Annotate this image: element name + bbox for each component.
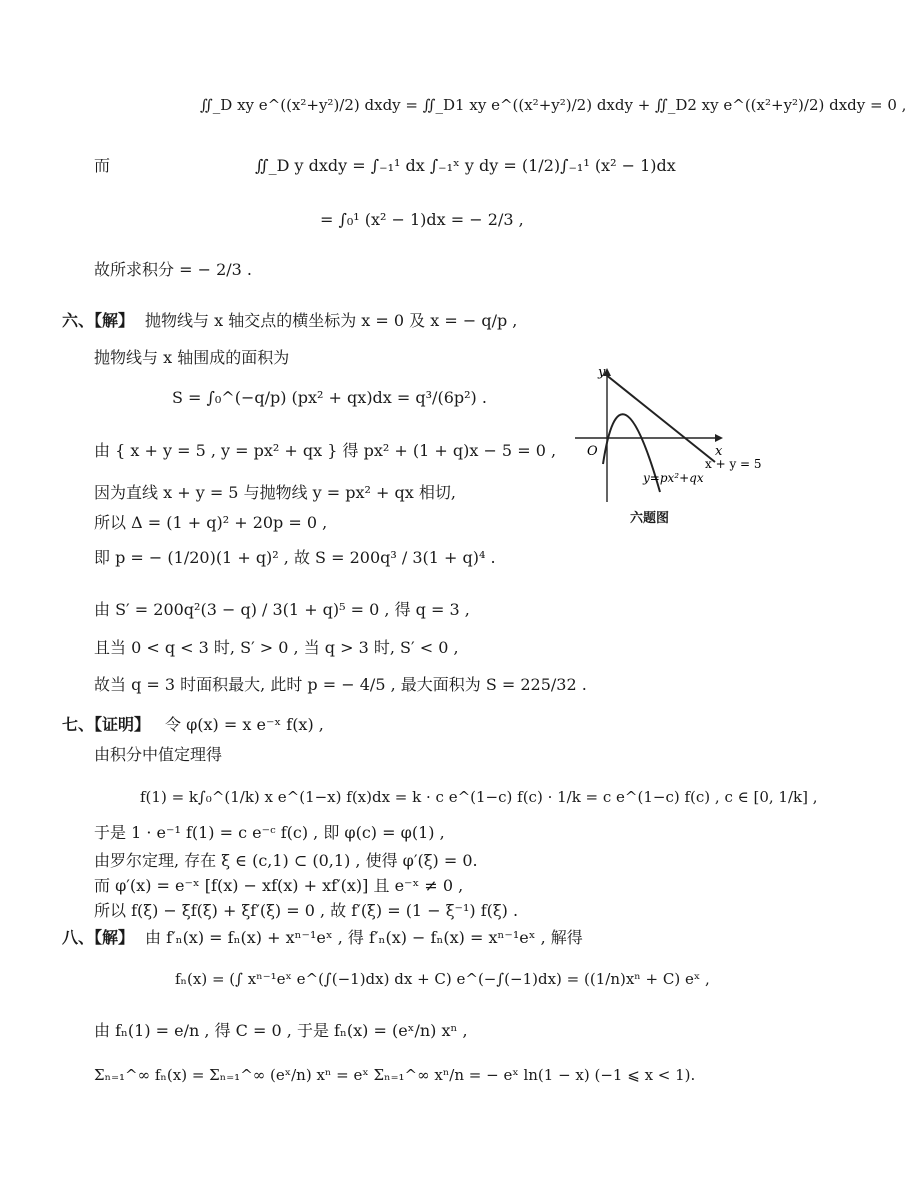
section-6-label: 六、【解】 <box>62 311 135 330</box>
tangent-line <box>605 374 715 462</box>
s7-line-3: f(1) = k∫₀^(1/k) x e^(1−x) f(x)dx = k · c e^(1−c) f(c) · 1/k = c e^(1−c) f(c) , c ∈ [0, 1/k] , <box>140 788 818 806</box>
s6-line-2: 抛物线与 x 轴围成的面积为 <box>94 348 290 367</box>
s6-line-3: S = ∫₀^(−q/p) (px² + qx)dx = q³/(6p²) . <box>172 388 487 407</box>
s6-line-8: 由 S′ = 200q²(3 − q) / 3(1 + q)⁵ = 0 , 得 q = 3 , <box>94 600 470 619</box>
figure-caption: 六题图 <box>630 511 670 526</box>
line-double-integral-y: ∬_D y dxdy = ∫₋₁¹ dx ∫₋₁ˣ y dy = (1/2)∫₋₁¹ (x² − 1)dx <box>255 156 676 175</box>
figure-origin-label: O <box>587 444 598 459</box>
s6-line-6: 所以 Δ = (1 + q)² + 20p = 0 , <box>94 513 328 532</box>
s7-line-5: 由罗尔定理, 存在 ξ ∈ (c,1) ⊂ (0,1) , 使得 φ′(ξ) = 0. <box>94 851 478 870</box>
s7-line-2: 由积分中值定理得 <box>94 745 223 764</box>
line-er-word: 而 <box>94 156 111 175</box>
section-7-label: 七、【证明】 <box>62 715 151 734</box>
line-integral-answer: 故所求积分 = − 2/3 . <box>94 260 252 279</box>
s6-line-7: 即 p = − (1/20)(1 + q)² , 故 S = 200q³ / 3(1 + q)⁴ . <box>94 548 496 567</box>
figure-curve-label: y=px²+qx <box>643 471 704 485</box>
s8-line-3: 由 fₙ(1) = e/n , 得 C = 0 , 于是 fₙ(x) = (eˣ/n) xⁿ , <box>94 1021 468 1040</box>
line-double-integral-split: ∬_D xy e^((x²+y²)/2) dxdy = ∬_D1 xy e^((x²+y²)/2) dxdy + ∬_D2 xy e^((x²+y²)/2) dxdy = 0 , <box>200 96 906 114</box>
parabola-figure <box>565 362 785 512</box>
s7-line-1: 令 φ(x) = x e⁻ˣ f(x) , <box>165 715 324 734</box>
s7-line-6: 而 φ′(x) = e⁻ˣ [f(x) − xf(x) + xf′(x)] 且 e⁻ˣ ≠ 0 , <box>94 876 464 895</box>
figure-line-label: x + y = 5 <box>705 457 762 471</box>
s6-line-5: 因为直线 x + y = 5 与抛物线 y = px² + qx 相切, <box>94 483 456 502</box>
s7-line-4: 于是 1 · e⁻¹ f(1) = c e⁻ᶜ f(c) , 即 φ(c) = φ(1) , <box>94 823 445 842</box>
section-8-label: 八、【解】 <box>62 928 135 947</box>
s8-line-1: 由 f′ₙ(x) = fₙ(x) + xⁿ⁻¹eˣ , 得 f′ₙ(x) − fₙ(x) = xⁿ⁻¹eˣ , 解得 <box>145 928 583 947</box>
s7-line-7: 所以 f(ξ) − ξf(ξ) + ξf′(ξ) = 0 , 故 f′(ξ) = (1 − ξ⁻¹) f(ξ) . <box>94 901 519 920</box>
figure-x-label: x <box>715 444 723 459</box>
x-axis-arrow-icon <box>715 434 723 442</box>
s6-line-1: 抛物线与 x 轴交点的横坐标为 x = 0 及 x = − q/p , <box>145 311 518 330</box>
s8-line-4: Σₙ₌₁^∞ fₙ(x) = Σₙ₌₁^∞ (eˣ/n) xⁿ = eˣ Σₙ₌₁^∞ xⁿ/n = − eˣ ln(1 − x) (−1 ⩽ x < 1). <box>94 1066 696 1084</box>
s6-line-4: 由 { x + y = 5 , y = px² + qx } 得 px² + (1 + q)x − 5 = 0 , <box>94 441 557 460</box>
s6-line-10: 故当 q = 3 时面积最大, 此时 p = − 4/5 , 最大面积为 S = 225/32 . <box>94 675 587 694</box>
figure-y-label: y <box>598 365 606 380</box>
line-integral-result: = ∫₀¹ (x² − 1)dx = − 2/3 , <box>320 210 524 229</box>
s6-line-9: 且当 0 < q < 3 时, S′ > 0 , 当 q > 3 时, S′ < 0 , <box>94 638 459 657</box>
s8-line-2: fₙ(x) = (∫ xⁿ⁻¹eˣ e^(∫(−1)dx) dx + C) e^(−∫(−1)dx) = ((1/n)xⁿ + C) eˣ , <box>175 970 710 988</box>
